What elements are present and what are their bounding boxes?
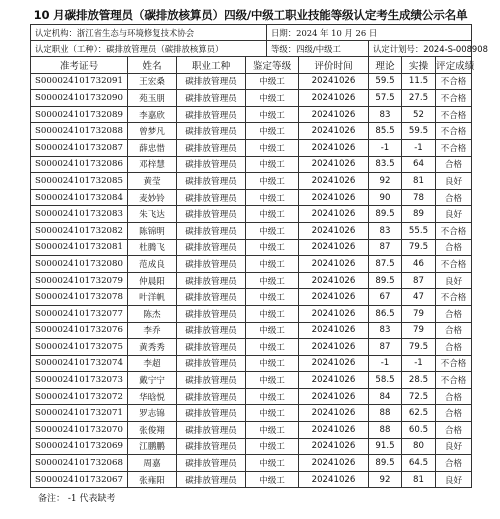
cell-practice: 11.5 xyxy=(402,73,436,90)
cell-theory: 89.5 xyxy=(369,206,402,223)
meta-row-job xyxy=(31,41,472,57)
cell-theory: 91.5 xyxy=(369,438,402,455)
cell-eval-date: 20241026 xyxy=(299,372,369,389)
cell-eval-date: 20241026 xyxy=(299,139,369,156)
cell-name: 苑玉朋 xyxy=(128,90,177,107)
cell-exam-id: S000024101732080 xyxy=(31,256,128,273)
cell-theory: 57.5 xyxy=(369,90,402,107)
plan-value: 2024-S-008908 xyxy=(423,43,488,54)
table-row xyxy=(31,173,472,190)
table-row xyxy=(31,355,472,372)
cell-theory: 89.5 xyxy=(369,455,402,472)
cell-exam-id: S000024101732089 xyxy=(31,106,128,123)
table-row xyxy=(31,272,472,289)
cell-job: 碳排放管理员 xyxy=(177,422,246,439)
cell-theory: 83 xyxy=(369,106,402,123)
job-value: 碳排放管理员（碳排放核算员） xyxy=(106,43,224,54)
cell-eval-date: 20241026 xyxy=(299,123,369,140)
cell-exam-id: S000024101732072 xyxy=(31,388,128,405)
table-row xyxy=(31,339,472,356)
cell-theory: 85.5 xyxy=(369,123,402,140)
cell-eval-date: 20241026 xyxy=(299,438,369,455)
cell-exam-id: S000024101732083 xyxy=(31,206,128,223)
level-label: 等级： xyxy=(271,43,297,54)
cell-result: 合格 xyxy=(436,189,472,206)
score-announcement-document xyxy=(30,6,488,505)
cell-theory: 59.5 xyxy=(369,73,402,90)
cell-job: 碳排放管理员 xyxy=(177,372,246,389)
meta-table xyxy=(30,24,488,57)
header-exam-id: 准考证号 xyxy=(31,57,128,74)
cell-exam-id: S000024101732086 xyxy=(31,156,128,173)
cell-job: 碳排放管理员 xyxy=(177,156,246,173)
cell-theory: 92 xyxy=(369,471,402,488)
cell-eval-date: 20241026 xyxy=(299,156,369,173)
table-header-row xyxy=(31,57,472,74)
cell-result: 合格 xyxy=(436,405,472,422)
cell-result: 合格 xyxy=(436,305,472,322)
cell-name: 周嘉 xyxy=(128,455,177,472)
cell-result: 不合格 xyxy=(436,256,472,273)
date-label: 日期： xyxy=(271,27,297,38)
page-title: 10 月碳排放管理员（碳排放核算员）四级/中级工职业技能等级认定考生成绩公示名单 xyxy=(33,8,468,22)
cell-name: 戴宁宁 xyxy=(128,372,177,389)
table-row xyxy=(31,305,472,322)
cell-exam-id: S000024101732077 xyxy=(31,305,128,322)
table-row xyxy=(31,156,472,173)
cell-level: 中级工 xyxy=(246,455,299,472)
cell-result: 不合格 xyxy=(436,372,472,389)
table-row xyxy=(31,139,472,156)
cell-name: 朱飞达 xyxy=(128,206,177,223)
cell-job: 碳排放管理员 xyxy=(177,339,246,356)
cell-exam-id: S000024101732091 xyxy=(31,73,128,90)
cell-job: 碳排放管理员 xyxy=(177,123,246,140)
cell-name: 张俊翔 xyxy=(128,422,177,439)
cell-exam-id: S000024101732071 xyxy=(31,405,128,422)
cell-name: 麦妙铃 xyxy=(128,189,177,206)
cell-result: 合格 xyxy=(436,156,472,173)
cell-name: 曾梦凡 xyxy=(128,123,177,140)
cell-eval-date: 20241026 xyxy=(299,90,369,107)
cell-exam-id: S000024101732081 xyxy=(31,239,128,256)
header-result: 评定成绩 xyxy=(436,57,472,74)
cell-job: 碳排放管理员 xyxy=(177,322,246,339)
cell-theory: 67 xyxy=(369,289,402,306)
cell-practice: 27.5 xyxy=(402,90,436,107)
cell-job: 碳排放管理员 xyxy=(177,173,246,190)
table-row xyxy=(31,222,472,239)
header-level: 鉴定等级 xyxy=(246,57,299,74)
cell-result: 良好 xyxy=(436,471,472,488)
cell-theory: 84 xyxy=(369,388,402,405)
cell-theory: -1 xyxy=(369,139,402,156)
cell-eval-date: 20241026 xyxy=(299,322,369,339)
cell-result: 合格 xyxy=(436,339,472,356)
level-cell xyxy=(267,41,369,57)
cell-theory: 83 xyxy=(369,222,402,239)
cell-level: 中级工 xyxy=(246,372,299,389)
cell-practice: 79.5 xyxy=(402,239,436,256)
cell-result: 不合格 xyxy=(436,73,472,90)
cell-result: 不合格 xyxy=(436,123,472,140)
cell-exam-id: S000024101732079 xyxy=(31,272,128,289)
cell-practice: 62.5 xyxy=(402,405,436,422)
meta-row-org xyxy=(31,25,472,41)
cell-eval-date: 20241026 xyxy=(299,339,369,356)
cell-name: 李超 xyxy=(128,355,177,372)
cell-job: 碳排放管理员 xyxy=(177,471,246,488)
cell-result: 良好 xyxy=(436,438,472,455)
header-name: 姓名 xyxy=(128,57,177,74)
plan-label: 认定计划号： xyxy=(373,43,424,54)
cell-practice: 81 xyxy=(402,471,436,488)
table-row xyxy=(31,189,472,206)
cell-theory: 83 xyxy=(369,322,402,339)
cell-eval-date: 20241026 xyxy=(299,405,369,422)
cell-eval-date: 20241026 xyxy=(299,455,369,472)
cell-level: 中级工 xyxy=(246,73,299,90)
table-row xyxy=(31,372,472,389)
cell-practice: 78 xyxy=(402,189,436,206)
cell-job: 碳排放管理员 xyxy=(177,189,246,206)
cell-exam-id: S000024101732082 xyxy=(31,222,128,239)
cell-result: 不合格 xyxy=(436,355,472,372)
cell-name: 陈锦明 xyxy=(128,222,177,239)
cell-practice: 79 xyxy=(402,322,436,339)
cell-level: 中级工 xyxy=(246,438,299,455)
cell-theory: 89.5 xyxy=(369,272,402,289)
cell-job: 碳排放管理员 xyxy=(177,405,246,422)
cell-name: 范成良 xyxy=(128,256,177,273)
table-row xyxy=(31,90,472,107)
cell-name: 华晗悦 xyxy=(128,388,177,405)
cell-level: 中级工 xyxy=(246,239,299,256)
table-row xyxy=(31,455,472,472)
cell-job: 碳排放管理员 xyxy=(177,438,246,455)
cell-name: 黄莹 xyxy=(128,173,177,190)
date-value: 2024 年 10 月 26 日 xyxy=(296,27,378,38)
cell-result: 合格 xyxy=(436,388,472,405)
cell-exam-id: S000024101732084 xyxy=(31,189,128,206)
header-job: 职业工种 xyxy=(177,57,246,74)
cell-exam-id: S000024101732076 xyxy=(31,322,128,339)
table-row xyxy=(31,123,472,140)
cell-result: 合格 xyxy=(436,455,472,472)
cell-practice: 47 xyxy=(402,289,436,306)
cell-eval-date: 20241026 xyxy=(299,106,369,123)
cell-level: 中级工 xyxy=(246,289,299,306)
score-table xyxy=(30,56,475,488)
cell-job: 碳排放管理员 xyxy=(177,289,246,306)
cell-job: 碳排放管理员 xyxy=(177,256,246,273)
cell-level: 中级工 xyxy=(246,189,299,206)
cell-result: 合格 xyxy=(436,422,472,439)
cell-exam-id: S000024101732075 xyxy=(31,339,128,356)
cell-exam-id: S000024101732069 xyxy=(31,438,128,455)
table-row xyxy=(31,73,472,90)
cell-practice: 60.5 xyxy=(402,422,436,439)
table-row xyxy=(31,438,472,455)
cell-eval-date: 20241026 xyxy=(299,222,369,239)
cell-exam-id: S000024101732067 xyxy=(31,471,128,488)
cell-job: 碳排放管理员 xyxy=(177,139,246,156)
cell-name: 李乔 xyxy=(128,322,177,339)
cell-eval-date: 20241026 xyxy=(299,305,369,322)
cell-job: 碳排放管理员 xyxy=(177,272,246,289)
cell-practice: 28.5 xyxy=(402,372,436,389)
cell-level: 中级工 xyxy=(246,322,299,339)
cell-practice: 59.5 xyxy=(402,123,436,140)
org-label: 认定机构： xyxy=(35,27,77,38)
cell-result: 合格 xyxy=(436,239,472,256)
cell-level: 中级工 xyxy=(246,90,299,107)
cell-eval-date: 20241026 xyxy=(299,256,369,273)
header-practice: 实操 xyxy=(402,57,436,74)
cell-level: 中级工 xyxy=(246,123,299,140)
cell-exam-id: S000024101732085 xyxy=(31,173,128,190)
cell-practice: 72.5 xyxy=(402,388,436,405)
table-row xyxy=(31,289,472,306)
cell-name: 张雍阳 xyxy=(128,471,177,488)
cell-practice: 87 xyxy=(402,272,436,289)
cell-theory: 88 xyxy=(369,405,402,422)
cell-eval-date: 20241026 xyxy=(299,189,369,206)
cell-theory: 87.5 xyxy=(369,256,402,273)
cell-job: 碳排放管理员 xyxy=(177,90,246,107)
cell-theory: -1 xyxy=(369,355,402,372)
cell-practice: 52 xyxy=(402,106,436,123)
cell-exam-id: S000024101732090 xyxy=(31,90,128,107)
cell-theory: 90 xyxy=(369,189,402,206)
cell-job: 碳排放管理员 xyxy=(177,305,246,322)
cell-level: 中级工 xyxy=(246,156,299,173)
table-row xyxy=(31,322,472,339)
cell-name: 黄秀秀 xyxy=(128,339,177,356)
cell-eval-date: 20241026 xyxy=(299,206,369,223)
cell-theory: 87 xyxy=(369,339,402,356)
cell-level: 中级工 xyxy=(246,206,299,223)
cell-name: 王宏桑 xyxy=(128,73,177,90)
cell-eval-date: 20241026 xyxy=(299,471,369,488)
cell-name: 李嘉欣 xyxy=(128,106,177,123)
cell-eval-date: 20241026 xyxy=(299,272,369,289)
cell-exam-id: S000024101732088 xyxy=(31,123,128,140)
cell-eval-date: 20241026 xyxy=(299,355,369,372)
cell-level: 中级工 xyxy=(246,139,299,156)
table-row xyxy=(31,106,472,123)
table-row xyxy=(31,206,472,223)
cell-theory: 58.5 xyxy=(369,372,402,389)
cell-level: 中级工 xyxy=(246,173,299,190)
cell-name: 仲晨阳 xyxy=(128,272,177,289)
cell-name: 叶洋帆 xyxy=(128,289,177,306)
cell-practice: 55.5 xyxy=(402,222,436,239)
cell-job: 碳排放管理员 xyxy=(177,355,246,372)
table-row xyxy=(31,256,472,273)
cell-exam-id: S000024101732073 xyxy=(31,372,128,389)
cell-theory: 92 xyxy=(369,173,402,190)
cell-level: 中级工 xyxy=(246,355,299,372)
cell-exam-id: S000024101732074 xyxy=(31,355,128,372)
cell-name: 邓梓慧 xyxy=(128,156,177,173)
cell-practice: -1 xyxy=(402,139,436,156)
cell-name: 薛忠惜 xyxy=(128,139,177,156)
job-cell xyxy=(31,41,267,57)
org-value: 浙江省生态与环境修复技术协会 xyxy=(76,27,195,38)
cell-eval-date: 20241026 xyxy=(299,73,369,90)
date-cell xyxy=(267,25,472,41)
cell-practice: 46 xyxy=(402,256,436,273)
cell-level: 中级工 xyxy=(246,471,299,488)
header-eval-date: 评价时间 xyxy=(299,57,369,74)
cell-eval-date: 20241026 xyxy=(299,173,369,190)
cell-level: 中级工 xyxy=(246,256,299,273)
cell-result: 良好 xyxy=(436,173,472,190)
cell-practice: 81 xyxy=(402,173,436,190)
cell-level: 中级工 xyxy=(246,422,299,439)
cell-name: 罗志锦 xyxy=(128,405,177,422)
table-row xyxy=(31,471,472,488)
table-row xyxy=(31,388,472,405)
cell-practice: 79 xyxy=(402,305,436,322)
cell-practice: 80 xyxy=(402,438,436,455)
cell-theory: 88 xyxy=(369,422,402,439)
cell-result: 不合格 xyxy=(436,139,472,156)
cell-eval-date: 20241026 xyxy=(299,289,369,306)
cell-level: 中级工 xyxy=(246,222,299,239)
job-label: 认定职业（工种）： xyxy=(35,43,107,54)
cell-practice: 64.5 xyxy=(402,455,436,472)
cell-level: 中级工 xyxy=(246,272,299,289)
cell-eval-date: 20241026 xyxy=(299,422,369,439)
table-row xyxy=(31,405,472,422)
cell-theory: 83.5 xyxy=(369,156,402,173)
cell-job: 碳排放管理员 xyxy=(177,222,246,239)
cell-name: 江鹏鹏 xyxy=(128,438,177,455)
cell-level: 中级工 xyxy=(246,305,299,322)
plan-cell xyxy=(369,41,488,57)
cell-exam-id: S000024101732070 xyxy=(31,422,128,439)
cell-exam-id: S000024101732078 xyxy=(31,289,128,306)
cell-level: 中级工 xyxy=(246,388,299,405)
cell-job: 碳排放管理员 xyxy=(177,455,246,472)
cell-result: 不合格 xyxy=(436,106,472,123)
cell-name: 陈杰 xyxy=(128,305,177,322)
cell-theory: 86.5 xyxy=(369,305,402,322)
cell-eval-date: 20241026 xyxy=(299,388,369,405)
footnote: 备注： -1 代表缺考 xyxy=(38,494,116,505)
cell-exam-id: S000024101732068 xyxy=(31,455,128,472)
cell-result: 良好 xyxy=(436,272,472,289)
cell-job: 碳排放管理员 xyxy=(177,388,246,405)
cell-result: 不合格 xyxy=(436,222,472,239)
cell-job: 碳排放管理员 xyxy=(177,239,246,256)
cell-practice: 89 xyxy=(402,206,436,223)
cell-job: 碳排放管理员 xyxy=(177,106,246,123)
header-theory: 理论 xyxy=(369,57,402,74)
cell-name: 杜腾飞 xyxy=(128,239,177,256)
cell-eval-date: 20241026 xyxy=(299,239,369,256)
cell-result: 合格 xyxy=(436,322,472,339)
cell-level: 中级工 xyxy=(246,339,299,356)
org-cell xyxy=(31,25,267,41)
cell-level: 中级工 xyxy=(246,405,299,422)
table-row xyxy=(31,422,472,439)
cell-practice: -1 xyxy=(402,355,436,372)
cell-job: 碳排放管理员 xyxy=(177,73,246,90)
cell-result: 不合格 xyxy=(436,289,472,306)
cell-result: 不合格 xyxy=(436,90,472,107)
cell-practice: 79.5 xyxy=(402,339,436,356)
table-row xyxy=(31,239,472,256)
cell-theory: 87 xyxy=(369,239,402,256)
score-table-body xyxy=(31,57,475,488)
level-value: 四级/中级工 xyxy=(296,43,341,54)
cell-result: 良好 xyxy=(436,206,472,223)
cell-job: 碳排放管理员 xyxy=(177,206,246,223)
cell-level: 中级工 xyxy=(246,106,299,123)
cell-practice: 64 xyxy=(402,156,436,173)
cell-exam-id: S000024101732087 xyxy=(31,139,128,156)
